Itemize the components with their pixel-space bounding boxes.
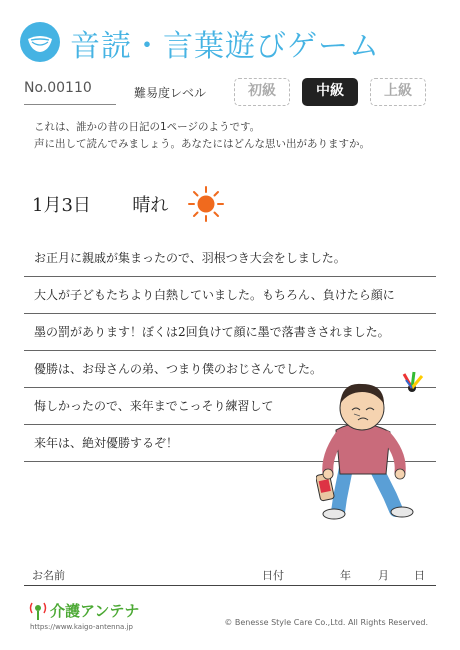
page-title: 音読・言葉遊びゲーム	[70, 29, 380, 64]
month-label: 月	[378, 569, 389, 582]
diary-text: 優勝は、お母さんの弟、つまり僕のおじさんでした。	[34, 362, 323, 376]
diary-text: 大人が子どもたちより白熱していました。もちろん、負けたら顔に	[34, 288, 395, 302]
instructions	[34, 119, 370, 153]
year-label: 年	[340, 569, 351, 582]
diary-date-row	[32, 191, 168, 217]
diary-text: 墨の罰があります！ぼくは2回負けて顔に墨で落書きされました。	[34, 325, 390, 339]
header	[14, 18, 446, 66]
diary-weather: 晴れ	[132, 195, 169, 216]
diary-line	[24, 277, 436, 314]
level-row	[24, 76, 436, 108]
diary-text: お正月に親戚が集まったので、羽根つき大会をしました。	[34, 251, 346, 265]
diary-text: 悔しかったので、来年までこっそり練習して	[34, 399, 274, 413]
sheet-number: No.00110	[24, 80, 92, 96]
boy-with-paddle-illustration	[316, 370, 440, 522]
instruction-line-2: 声に出して読んでみましょう。あなたにはどんな思い出がありますか。	[34, 138, 370, 150]
diary-line	[24, 240, 436, 277]
difficulty-label: 難易度レベル	[134, 86, 207, 100]
number-underline	[24, 104, 116, 105]
shuttlecock-icon	[404, 372, 422, 392]
mouth-icon	[20, 22, 60, 62]
diary-line	[24, 314, 436, 351]
date-label: 日付	[262, 569, 284, 582]
level-intermediate: 中級	[302, 78, 358, 106]
diary-text: 来年は、絶対優勝するぞ！	[34, 436, 179, 450]
diary-date: 1月3日	[32, 195, 91, 216]
logo-url: https://www.kaigo-antenna.jp	[30, 623, 133, 631]
name-label: お名前	[32, 569, 65, 582]
level-beginner: 初級	[234, 78, 290, 106]
instruction-line-1: これは、誰かの昔の日記の1ページのようです。	[34, 121, 261, 133]
antenna-icon	[28, 600, 48, 622]
level-advanced: 上級	[370, 78, 426, 106]
copyright: © Benesse Style Care Co.,Ltd. All Rights Reserved.	[224, 618, 428, 627]
signature-row	[24, 560, 436, 586]
kaigo-antenna-logo	[28, 600, 168, 640]
logo-text: 介護アンテナ	[50, 602, 140, 620]
sun-icon	[187, 185, 225, 223]
day-label: 日	[414, 569, 425, 582]
